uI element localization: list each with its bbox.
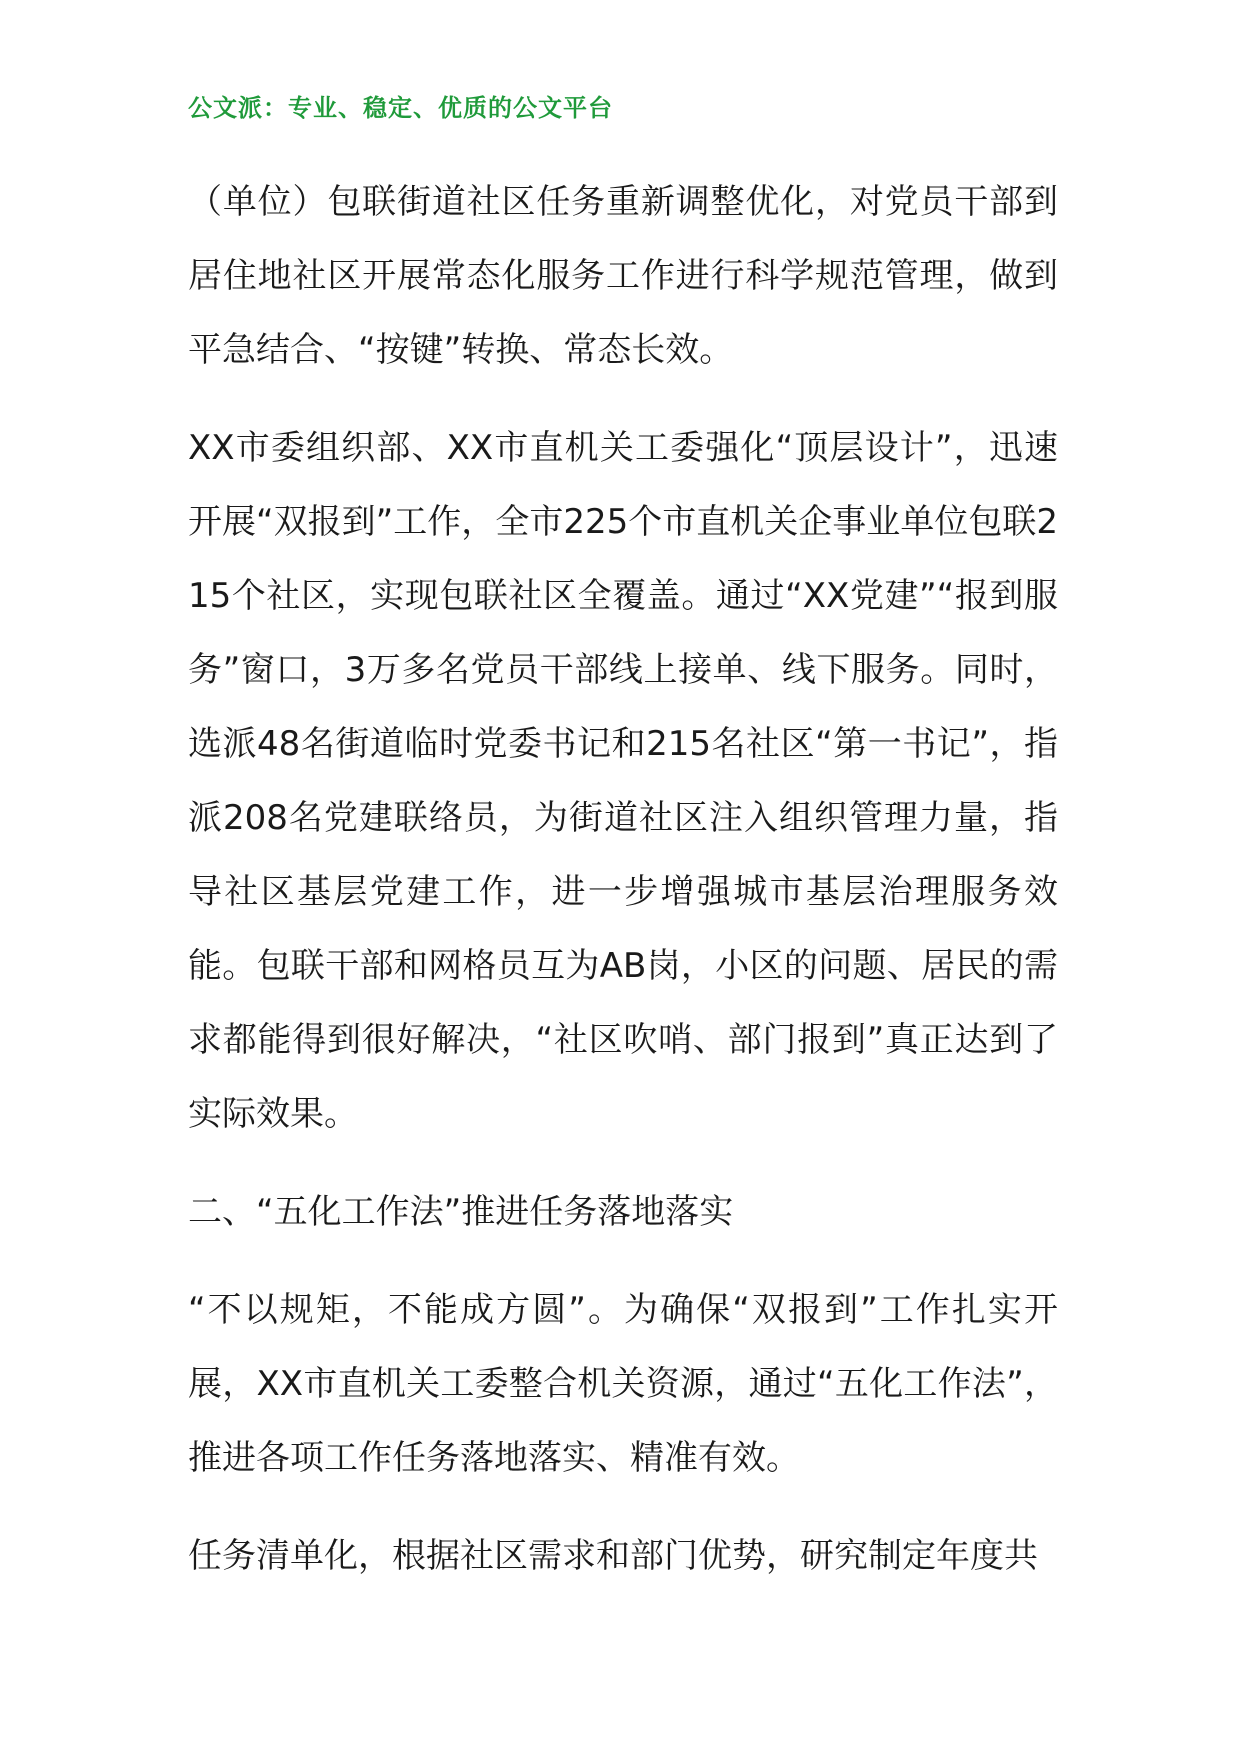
document-body (188, 165, 1058, 1617)
paragraph-4: 任务清单化，根据社区需求和部门优势，研究制定年度共 (188, 1536, 1038, 1576)
paragraph-1: （单位）包联街道社区任务重新调整优化，对党员干部到居住地社区开展常态化服务工作进行科学规范管理，做到平急结合、“按键”转换、常态长效。 (188, 182, 1058, 370)
section-heading: 二、“五化工作法”推进任务落地落实 (188, 1192, 734, 1232)
paragraph-3: “不以规矩，不能成方圆”。为确保“双报到”工作扎实开展，XX市直机关工委整合机关资源，通过“五化工作法”，推进各项工作任务落地落实、精准有效。 (188, 1290, 1058, 1478)
page-header-watermark: 公文派：专业、稳定、优质的公文平台 (188, 94, 613, 122)
paragraph-2: XX市委组织部、XX市直机关工委强化“顶层设计”，迅速开展“双报到”工作，全市225个市直机关企事业单位包联215个社区，实现包联社区全覆盖。通过“XX党建”“报到服务”窗口，3万多名党员干部线上接单、线下服务。同时，选派48名街道临时党委书记和215名社区“第一书记”，指派208名党建联络员，为街道社区注入组织管理力量，指导社区基层党建工作，进一步增强城市基层治理服务效能。包联干部和网格员互为AB岗，小区的问题、居民的需求都能得到很好解决，“社区吹哨、部门报到”真正达到了实际效果。 (188, 428, 1058, 1134)
